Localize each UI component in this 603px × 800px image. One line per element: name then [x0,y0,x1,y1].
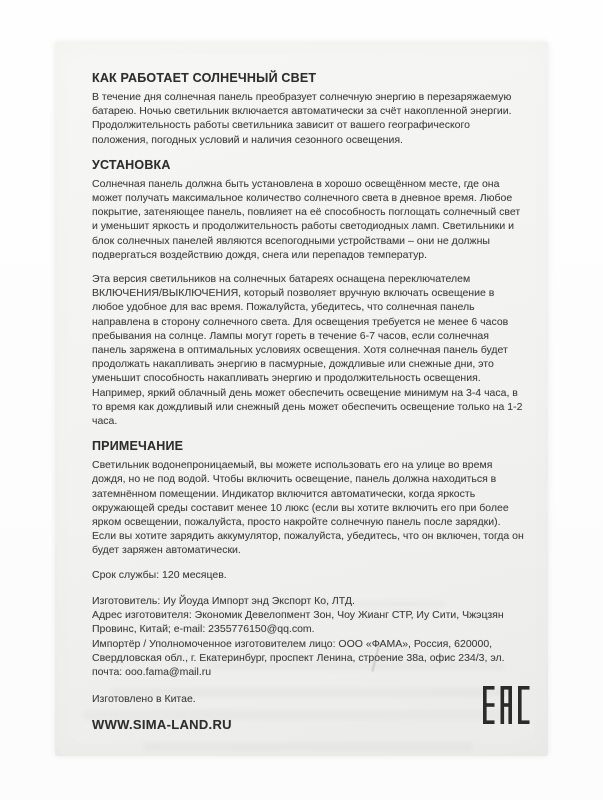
importer-line: Импортёр / Уполномоченное изготовителем лицо: ООО «ФАМА», Россия, 620000, Свердловская обл., г. Екатеринбург, проспект Ленина, строение 38а, офис 234/3, эл. почта: ooo.fama@mail.ru [92,637,505,678]
section-paragraph: Солнечная панель должна быть установлена в хорошо освещённом месте, где она может получать максимальное количество солнечного света в дневное время. Любое покрытие, затеняющее панель, повлияет на её способность поглощать солнечный свет и уменьшит яркость и продолжительность работы светодиодных ламп. Светильники и блок солнечных панелей являются всепогодными устройствами – они не должны подвергаться воздействию дождя, снега или перепадов температур. [92,177,521,261]
section-note [92,438,524,557]
eac-mark-icon [483,685,531,725]
section-paragraph: Светильник водонепроницаемый, вы можете использовать его на улице во время дождя, но не под водой. Чтобы включить освещение, панель должна находиться в затемнённом помещении. Индикатор включится автоматически, когда яркость окружающей среды составит менее 10 люкс (если вы хотите включить его при более ярком освещении, пожалуйста, просто накройте солнечную панель после зарядки). Если вы хотите зарядить аккумулятор, пожалуйста, убедитесь, что он включен, тогда он будет заряжен автоматически. [92,459,524,557]
section-how-it-works [92,70,524,147]
section-paragraph: Эта версия светильников на солнечных батареях оснащена переключателем ВКЛЮЧЕНИЯ/ВЫКЛЮЧЕНИЯ, который позволяет вручную включать освещение в любое удобное для вас время. Пожалуйста, убедитесь, что солнечная панель направлена в сторону солнечного света. Для освещения требуется не менее 6 часов пребывания на солнце. Лампы могут гореть в течение 6-7 часов, если солнечная панель заряжена в оптимальных условиях освещения. Хотя солнечная панель будет продолжать накапливать энергию в пасмурные, дождливые или снежные дни, это уменьшит способность накапливать энергию и продолжительность освещения. Например, яркий облачный день может обеспечить освещение минимум на 3-4 часа, в то время как дождливый или снежный день может обеспечить освещение только на 1-2 часа. [92,273,523,428]
leaflet-content [55,42,548,733]
bleed-through-texture [143,742,473,751]
section-installation [92,157,524,428]
website-text: WWW.SIMA-LAND.RU [92,717,232,733]
section-heading: ПРИМЕЧАНИЕ [92,439,184,454]
section-heading: КАК РАБОТАЕТ СОЛНЕЧНЫЙ СВЕТ [92,71,317,85]
instruction-leaflet [55,42,548,756]
section-paragraph: В течение дня солнечная панель преобразует солнечную энергию в перезаряжаемую батарею. Ночью светильник включается автоматически за счёт накопленной энергии. Продолжительность работы светильника зависит от вашего географического положения, погодных условий и наличия сезонного освещения. [92,91,512,146]
section-heading: УСТАНОВКА [92,157,171,172]
manufacturer-address-line: Адрес изготовителя: Экономик Девелопмент Зон, Чоу Жианг СТР, Иу Сити, Чжэцзян Провинс, Китай; e-mail: 2355776150@qq.com. [92,609,504,636]
manufacturer-block [92,594,524,679]
manufacturer-line: Изготовитель: Иу Йоуда Импорт энд Экспорт Ко, ЛТД. [92,594,355,607]
lifespan-text: Срок службы: 120 месяцев. [92,568,227,581]
made-in-text: Изготовлено в Китае. [92,693,196,706]
